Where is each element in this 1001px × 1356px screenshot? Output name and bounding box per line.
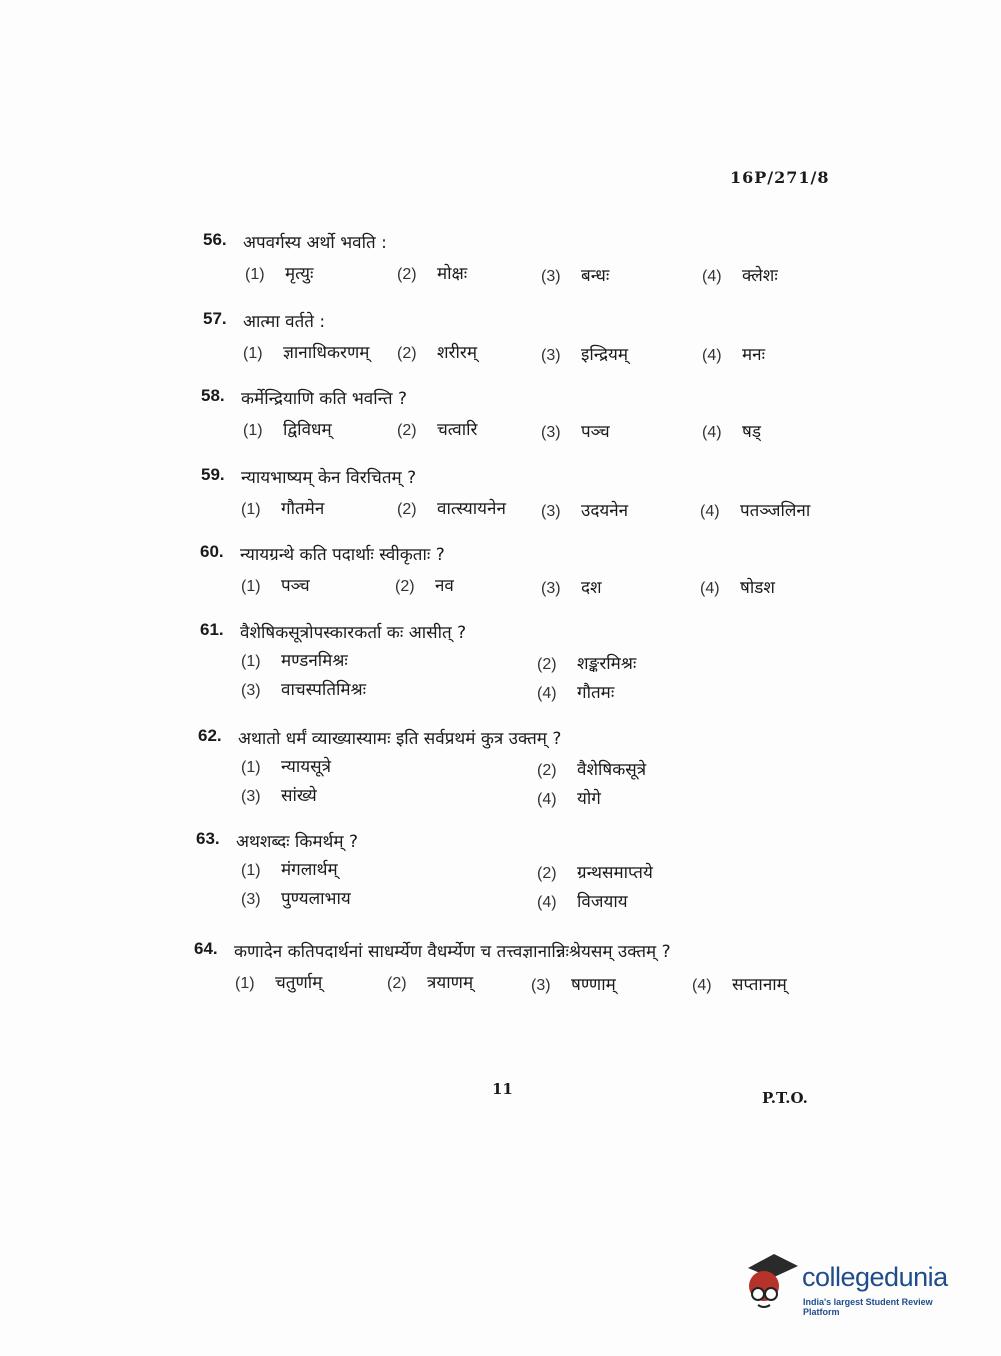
pto-label: P.T.O. [762,1089,808,1107]
question-text: अथशब्दः किमर्थम् ? [236,832,359,852]
option-number: (2) [395,578,415,595]
option-2[interactable] [397,261,467,284]
option-4[interactable] [692,972,787,995]
option-number: (1) [235,975,255,992]
option-text: मनः [742,345,766,365]
option-text: वाचस्पतिमिश्रः [281,680,367,700]
question-number: 58. [201,386,225,405]
option-text: सप्तानाम् [732,975,787,995]
option-number: (4) [700,503,720,520]
option-number: (2) [537,656,557,673]
option-number: (4) [537,791,557,808]
option-3[interactable] [241,677,366,700]
question-text: अथातो धर्मं व्याख्यास्यामः इति सर्वप्रथमं कुत्र उक्तम् ? [238,729,562,749]
option-text: क्लेशः [742,266,778,286]
option-number: (3) [241,788,261,805]
option-4[interactable] [702,263,778,286]
option-1[interactable] [235,970,322,993]
option-number: (1) [241,578,261,595]
option-text: मृत्युः [285,264,314,284]
question-number: 62. [198,726,222,745]
option-4[interactable] [700,498,810,521]
paper-code: 16P/271/8 [730,168,830,187]
option-text: षोडश [740,578,775,598]
option-number: (1) [243,422,263,439]
option-1[interactable] [243,340,369,363]
option-text: गौतमेन [281,499,325,519]
option-number: (2) [397,422,417,439]
option-text: नव [435,576,454,596]
option-text: पञ्च [581,422,610,442]
collegedunia-logo [740,1250,970,1317]
mascot-icon [740,1250,800,1310]
option-text: उदयनेन [581,501,629,521]
option-3[interactable] [541,263,609,286]
option-text: द्विविधम् [283,420,332,440]
option-number: (1) [241,862,261,879]
logo-tagline: India's largest Student Review Platform [803,1297,933,1317]
option-text: ग्रन्थसमाप्तये [577,863,653,883]
option-text: षण्णाम् [571,975,616,995]
question-text: वैशेषिकसूत्रोपस्कारकर्ता कः आसीत् ? [240,623,467,643]
option-2[interactable] [397,340,477,363]
option-4[interactable] [702,419,761,442]
option-number: (4) [700,580,720,597]
option-number: (2) [397,501,417,518]
question-text: न्यायग्रन्थे कति पदार्थाः स्वीकृताः ? [240,545,445,565]
option-1[interactable] [243,417,332,440]
option-4[interactable] [537,889,628,912]
option-number: (3) [531,977,551,994]
option-number: (2) [397,345,417,362]
option-text: वैशेषिकसूत्रे [577,760,647,780]
option-text: मंगलार्थम् [281,860,338,880]
option-text: पञ्च [281,576,310,596]
option-3[interactable] [541,575,602,598]
option-1[interactable] [241,648,348,671]
option-4[interactable] [702,342,765,365]
question-number: 60. [200,542,224,561]
option-number: (1) [245,266,265,283]
option-2[interactable] [397,417,478,440]
logo-name: collegedunia [802,1262,948,1292]
option-text: इन्द्रियम् [581,345,629,365]
option-1[interactable] [241,754,331,777]
question-number: 57. [203,309,227,328]
option-3[interactable] [541,498,628,521]
option-text: ज्ञानाधिकरणम् [283,343,370,363]
option-2[interactable] [537,651,636,674]
option-number: (1) [241,759,261,776]
option-number: (4) [702,347,722,364]
option-text: विजयाय [577,892,628,912]
option-1[interactable] [245,261,313,284]
option-text: मोक्षः [437,264,468,284]
option-text: गौतमः [577,683,615,703]
question-number: 59. [201,465,225,484]
option-text: मण्डनमिश्रः [281,651,348,671]
option-number: (4) [702,424,722,441]
question-text: कणादेन कतिपदार्थनां साधर्म्येण वैधर्म्येण च तत्त्वज्ञानान्निःश्रेयसम् उक्तम् ? [234,942,671,962]
option-number: (2) [397,266,417,283]
option-2[interactable] [395,573,454,596]
option-number: (3) [541,268,561,285]
option-2[interactable] [397,496,506,519]
question-number: 61. [200,620,224,639]
option-2[interactable] [387,970,473,993]
option-number: (3) [541,347,561,364]
option-number: (3) [241,891,261,908]
option-text: बन्धः [581,266,610,286]
option-1[interactable] [241,573,310,596]
option-text: सांख्ये [281,786,317,806]
option-3[interactable] [531,972,616,995]
option-text: त्रयाणम् [427,973,474,993]
question-text: आत्मा वर्तते : [243,312,326,332]
option-3[interactable] [241,783,317,806]
option-number: (3) [241,682,261,699]
option-text: वात्स्यायनेन [437,499,506,519]
option-3[interactable] [541,419,610,442]
option-text: पुण्यलाभाय [281,889,351,909]
option-4[interactable] [537,786,601,809]
option-text: शरीरम् [437,343,478,363]
option-1[interactable] [241,496,324,519]
option-number: (1) [243,345,263,362]
option-number: (3) [541,424,561,441]
option-4[interactable] [700,575,775,598]
option-number: (1) [241,653,261,670]
option-text: दश [581,578,602,598]
option-text: षड् [742,422,761,442]
option-text: न्यायसूत्रे [281,757,332,777]
option-text: पतञ्जलिना [740,501,811,521]
question-number: 56. [203,230,227,249]
question-number: 64. [194,939,218,958]
option-text: शङ्करमिश्रः [577,654,637,674]
option-number: (4) [537,894,557,911]
option-number: (2) [387,975,407,992]
option-2[interactable] [537,757,646,780]
option-4[interactable] [537,680,614,703]
option-1[interactable] [241,857,338,880]
option-2[interactable] [537,860,653,883]
option-text: चतुर्णाम् [275,973,323,993]
question-text: न्यायभाष्यम् केन विरचितम् ? [241,468,417,488]
option-text: योगे [577,789,601,809]
question-number: 63. [196,829,220,848]
question-text: अपवर्गस्य अर्थो भवति : [243,233,387,253]
option-number: (3) [541,503,561,520]
option-3[interactable] [241,886,351,909]
option-number: (2) [537,865,557,882]
option-number: (3) [541,580,561,597]
option-number: (4) [692,977,712,994]
question-text: कर्मेन्द्रियाणि कति भवन्ति ? [241,389,407,409]
option-3[interactable] [541,342,628,365]
option-number: (2) [537,762,557,779]
page-number: 11 [492,1080,513,1098]
option-number: (4) [702,268,722,285]
option-number: (1) [241,501,261,518]
option-number: (4) [537,685,557,702]
option-text: चत्वारि [437,420,478,440]
